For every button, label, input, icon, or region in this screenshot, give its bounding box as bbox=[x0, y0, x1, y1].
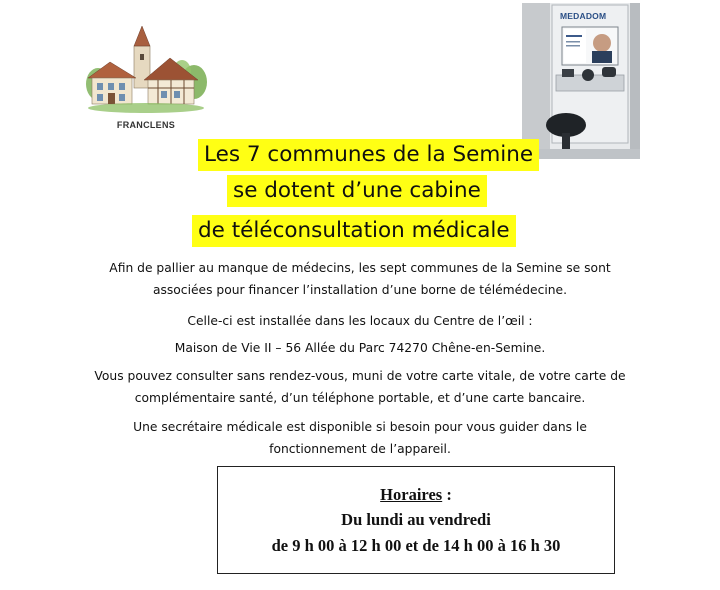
logo-caption: FRANCLENS bbox=[116, 120, 176, 130]
franclens-logo bbox=[84, 22, 214, 134]
opening-hours-label: Horaires bbox=[380, 485, 443, 504]
paragraph-requirements-line-1: Vous pouvez consulter sans rendez-vous, muni de votre carte vitale, de votre carte de bbox=[94, 369, 626, 383]
opening-hours-box bbox=[217, 466, 615, 574]
title-line-3: de téléconsultation médicale bbox=[192, 215, 516, 247]
paragraph-secretary-line-2: fonctionnement de l’appareil. bbox=[269, 442, 451, 456]
village-church-illustration bbox=[84, 22, 208, 120]
paragraph-requirements-line-2: complémentaire santé, d’un téléphone portable, et d’une carte bancaire. bbox=[134, 391, 586, 405]
paragraph-address: Maison de Vie II – 56 Allée du Parc 74270 Chêne-en-Semine. bbox=[174, 341, 546, 355]
paragraph-intro bbox=[0, 257, 720, 301]
paragraph-secretary-line-1: Une secrétaire médicale est disponible si besoin pour vous guider dans le bbox=[133, 420, 587, 434]
cabin-photo bbox=[522, 3, 640, 159]
telemedicine-cabin-photo bbox=[522, 3, 640, 159]
paragraph-location: Celle-ci est installée dans les locaux du Centre de l’œil : bbox=[187, 314, 533, 328]
medadom-brand-label: MEDADOM bbox=[560, 11, 607, 21]
paragraph-intro-line-1: Afin de pallier au manque de médecins, les sept communes de la Semine se sont bbox=[109, 261, 611, 275]
title-line-1: Les 7 communes de la Semine bbox=[198, 139, 539, 171]
paragraph-requirements bbox=[0, 365, 720, 409]
title-line-2: se dotent d’une cabine bbox=[227, 175, 487, 207]
opening-hours-title bbox=[218, 485, 614, 505]
paragraph-intro-line-2: associées pour financer l’installation d’une borne de télémédecine. bbox=[152, 283, 568, 297]
opening-hours-label-suffix: : bbox=[442, 485, 452, 504]
opening-days: Du lundi au vendredi bbox=[341, 510, 491, 529]
opening-times: de 9 h 00 à 12 h 00 et de 14 h 00 à 16 h 30 bbox=[271, 536, 561, 555]
paragraph-secretary bbox=[0, 416, 720, 460]
